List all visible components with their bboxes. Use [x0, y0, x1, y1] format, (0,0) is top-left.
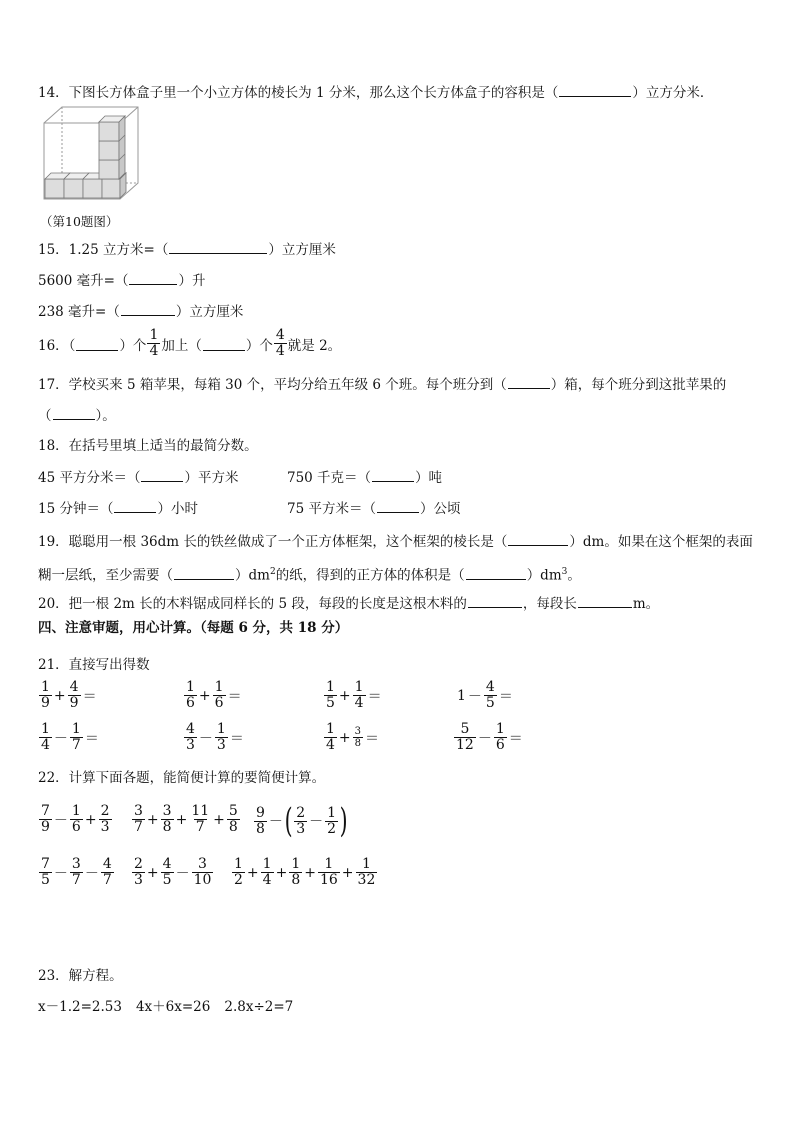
operator: － — [84, 865, 99, 882]
numerator: 3 — [198, 856, 207, 872]
cuboid-box-figure — [42, 105, 142, 203]
denominator: 4 — [275, 343, 285, 359]
answer-blank[interactable] — [508, 532, 568, 546]
denominator: 9 — [69, 695, 79, 711]
fraction — [227, 804, 240, 835]
denominator: 8 — [162, 819, 172, 835]
operator: + — [175, 811, 188, 828]
expression — [456, 680, 514, 711]
fraction — [184, 680, 197, 711]
equation: x－1.2=2.53 — [38, 999, 122, 1015]
operator: ＝ — [227, 688, 242, 705]
fraction — [101, 857, 114, 888]
numerator: 5 — [460, 721, 470, 737]
fraction — [132, 857, 145, 888]
fraction — [353, 726, 363, 749]
equation: 4x＋6x=26 — [135, 999, 211, 1015]
denominator: 4 — [149, 343, 159, 359]
question-15-line-2: 5600 毫升=（ ）升 — [38, 273, 206, 289]
question-18-b: 750 千克＝（ ）吨 — [287, 470, 443, 486]
operator: ＝ — [229, 730, 244, 747]
numerator: 7 — [41, 803, 50, 819]
denominator: 6 — [186, 695, 195, 711]
expression — [231, 857, 378, 888]
question-14: 14．下图长方体盒子里一个小立方体的棱长为 1 分米，那么这个长方体盒子的容积是（ ）立方分米． — [38, 85, 714, 101]
question-23-title: 23．解方程。 — [38, 968, 123, 984]
denominator: 32 — [357, 872, 376, 888]
numerator: 4 — [485, 679, 495, 695]
question-18-a: 45 平方分米＝（ ）平方米 — [38, 470, 239, 486]
expression — [131, 857, 214, 888]
numerator: 1 — [149, 327, 159, 343]
answer-blank[interactable] — [203, 337, 245, 351]
question-15-line-3: 238 毫升=（ ）立方厘米 — [38, 304, 244, 320]
numerator: 2 — [296, 804, 306, 821]
fraction — [189, 804, 211, 835]
denominator: 4 — [262, 872, 272, 888]
question-17-line-2: （ ）。 — [38, 408, 116, 424]
fraction — [454, 722, 476, 753]
numerator: 4 — [102, 856, 112, 872]
answer-blank[interactable] — [169, 240, 267, 254]
operator: ＝ — [365, 730, 380, 747]
answer-blank[interactable] — [468, 594, 522, 608]
numerator: 4 — [69, 679, 79, 695]
fraction — [356, 857, 378, 888]
operator: + — [213, 811, 225, 828]
fraction — [274, 328, 287, 359]
numerator: 7 — [41, 856, 50, 872]
numerator: 3 — [354, 726, 362, 737]
section-heading: 四、注意审题，用心计算。（每题 6 分，共 18 分） — [38, 620, 349, 636]
answer-blank[interactable] — [174, 566, 234, 580]
operator: + — [341, 864, 354, 881]
fraction — [318, 857, 340, 888]
denominator: 7 — [134, 819, 143, 835]
denominator: 7 — [195, 819, 205, 835]
denominator: 8 — [256, 820, 265, 837]
numerator: 1 — [41, 679, 50, 695]
answer-blank[interactable] — [121, 302, 175, 316]
fraction — [147, 328, 160, 359]
expression — [38, 722, 100, 753]
fraction — [161, 804, 174, 835]
denominator: 9 — [41, 695, 50, 711]
operator: + — [84, 811, 97, 828]
denominator: 2 — [327, 820, 337, 837]
expression — [183, 680, 243, 711]
numerator: 1 — [495, 721, 505, 737]
denominator: 3 — [134, 872, 143, 888]
numerator: 3 — [162, 803, 172, 819]
expression — [38, 804, 113, 835]
numerator: 1 — [354, 679, 364, 695]
fraction — [261, 857, 274, 888]
expression — [38, 680, 98, 711]
denominator: 2 — [234, 872, 243, 888]
fraction — [161, 857, 174, 888]
answer-blank[interactable] — [578, 594, 632, 608]
denominator: 5 — [485, 695, 495, 711]
operator: － — [477, 730, 492, 747]
fraction — [294, 806, 307, 837]
fraction — [70, 804, 83, 835]
denominator: 3 — [296, 820, 306, 837]
answer-blank[interactable] — [372, 468, 414, 482]
denominator: 8 — [291, 872, 301, 888]
denominator: 6 — [495, 737, 505, 753]
operator: + — [53, 687, 66, 704]
fraction — [494, 722, 507, 753]
expression — [323, 680, 383, 711]
operator: － — [467, 688, 482, 705]
answer-blank[interactable] — [141, 468, 183, 482]
fraction — [39, 680, 52, 711]
equation-row — [38, 998, 293, 1016]
denominator: 8 — [354, 738, 362, 749]
denominator: 3 — [100, 819, 110, 835]
fraction — [39, 857, 52, 888]
parenthesis: ) — [339, 801, 348, 841]
numerator: 1 — [361, 856, 371, 872]
denominator: 7 — [71, 872, 81, 888]
operator: + — [198, 687, 211, 704]
numerator: 1 — [71, 721, 81, 737]
numerator: 3 — [134, 803, 143, 819]
numerator: 4 — [186, 721, 195, 737]
question-18-title: 18．在括号里填上适当的最简分数。 — [38, 438, 258, 454]
fraction — [39, 804, 52, 835]
denominator: 5 — [41, 872, 50, 888]
question-18-c: 15 分钟＝（ ）小时 — [38, 501, 198, 517]
operator: + — [146, 864, 159, 881]
operator: － — [53, 730, 68, 747]
fraction — [184, 722, 197, 753]
denominator: 5 — [326, 695, 335, 711]
operator: － — [53, 865, 68, 882]
expression — [131, 804, 241, 835]
parenthesis: ( — [284, 801, 293, 841]
numerator: 1 — [71, 803, 81, 819]
numerator: 1 — [262, 856, 272, 872]
denominator: 7 — [71, 737, 81, 753]
question-22-title: 22．计算下面各题，能简便计算的要简便计算。 — [38, 770, 326, 786]
fraction — [99, 804, 112, 835]
operator: － — [53, 812, 68, 829]
numerator: 1 — [41, 721, 50, 737]
question-21-title: 21．直接写出得数 — [38, 657, 150, 673]
answer-blank[interactable] — [508, 375, 550, 389]
numerator: 4 — [275, 327, 285, 343]
operator: + — [304, 864, 316, 881]
expression — [453, 722, 524, 753]
operator: + — [146, 811, 159, 828]
fraction — [213, 680, 226, 711]
operator: ＝ — [82, 688, 97, 705]
numerator: 4 — [162, 856, 172, 872]
question-18-d: 75 平方米＝（ ）公顷 — [287, 501, 461, 517]
numerator: 9 — [256, 804, 265, 821]
numerator: 1 — [291, 856, 301, 872]
answer-blank[interactable] — [377, 499, 419, 513]
fraction — [324, 722, 337, 753]
fraction — [232, 857, 245, 888]
expression — [183, 722, 245, 753]
answer-blank[interactable] — [129, 271, 177, 285]
operator: － — [175, 865, 190, 882]
fraction — [353, 680, 366, 711]
expression — [253, 801, 348, 841]
expression — [323, 722, 380, 753]
fraction — [192, 857, 214, 888]
operator: + — [338, 687, 351, 704]
question-17-line-1: 17．学校买来 5 箱苹果，每箱 30 个，平均分给五年级 6 个班。每个班分到（ ）箱，每个班分到这批苹果的 — [38, 377, 727, 393]
denominator: 3 — [216, 737, 226, 753]
question-16: 16．（ ）个 $\frac{1}{4}$ 加上（ ）个 $\frac{4}{4}$ 就是 2。 — [38, 327, 342, 359]
expression — [38, 857, 115, 888]
operator: － — [309, 814, 324, 830]
question-19-line-2: 糊一层纸，至少需要（ ）$dm^2$的纸，得到的正方体的体积是（ ）$dm^3$。 — [38, 567, 581, 584]
numerator: 1 — [324, 856, 334, 872]
operator: + — [246, 864, 259, 881]
equation: 2.8x÷2=7 — [224, 999, 294, 1015]
denominator: 10 — [193, 872, 212, 888]
figure-caption: （第10题图） — [40, 214, 119, 229]
operator: ＝ — [498, 688, 513, 705]
fraction — [70, 722, 83, 753]
question-20: 20．把一根 2m 长的木料锯成同样长的 5 段，每段的长度是这根木料的 ，每段长 m。 — [38, 596, 660, 612]
numerator: 1 — [186, 679, 195, 695]
answer-blank[interactable] — [76, 337, 118, 351]
denominator: 3 — [186, 737, 195, 753]
numerator: 2 — [134, 856, 143, 872]
fraction — [132, 804, 145, 835]
fraction — [484, 680, 497, 711]
numerator: 5 — [228, 803, 238, 819]
fraction — [324, 680, 337, 711]
denominator: 12 — [456, 737, 474, 753]
operator: － — [268, 814, 283, 830]
question-15-line-1: 15．1.25 立方米=（ ）立方厘米 — [38, 242, 336, 258]
numerator: 1 — [216, 721, 226, 737]
numerator: 1 — [326, 721, 335, 737]
denominator: 6 — [214, 695, 224, 711]
denominator: 9 — [41, 819, 50, 835]
operator: ＝ — [508, 730, 523, 747]
numerator: 11 — [191, 803, 210, 819]
numerator: 1 — [327, 804, 337, 821]
numerator: 1 — [214, 679, 224, 695]
fraction — [254, 806, 267, 837]
numerator: 1 — [326, 679, 335, 695]
denominator: 5 — [162, 872, 172, 888]
numerator: 2 — [100, 803, 110, 819]
operator: + — [338, 729, 351, 746]
denominator: 4 — [41, 737, 50, 753]
denominator: 16 — [319, 872, 338, 888]
denominator: 4 — [354, 695, 364, 711]
fraction — [39, 722, 52, 753]
operator: ＝ — [84, 730, 99, 747]
operator: + — [275, 864, 288, 881]
operator: 1 — [457, 687, 466, 704]
denominator: 6 — [71, 819, 81, 835]
fraction — [325, 806, 338, 837]
answer-blank[interactable] — [466, 566, 526, 580]
question-19-line-1: 19．聪聪用一根 36dm 长的铁丝做成了一个正方体框架，这个框架的棱长是（ ）dm。如果在这个框架的表面 — [38, 534, 753, 550]
fraction — [289, 857, 302, 888]
answer-blank[interactable] — [53, 406, 95, 420]
answer-blank[interactable] — [114, 499, 156, 513]
fraction — [215, 722, 228, 753]
answer-blank[interactable] — [559, 83, 631, 97]
fraction — [68, 680, 81, 711]
numerator: 3 — [71, 856, 81, 872]
operator: － — [198, 730, 213, 747]
numerator: 1 — [234, 856, 243, 872]
operator: ＝ — [367, 688, 382, 705]
denominator: 7 — [102, 872, 112, 888]
denominator: 8 — [228, 819, 238, 835]
denominator: 4 — [326, 737, 335, 753]
fraction — [70, 857, 83, 888]
